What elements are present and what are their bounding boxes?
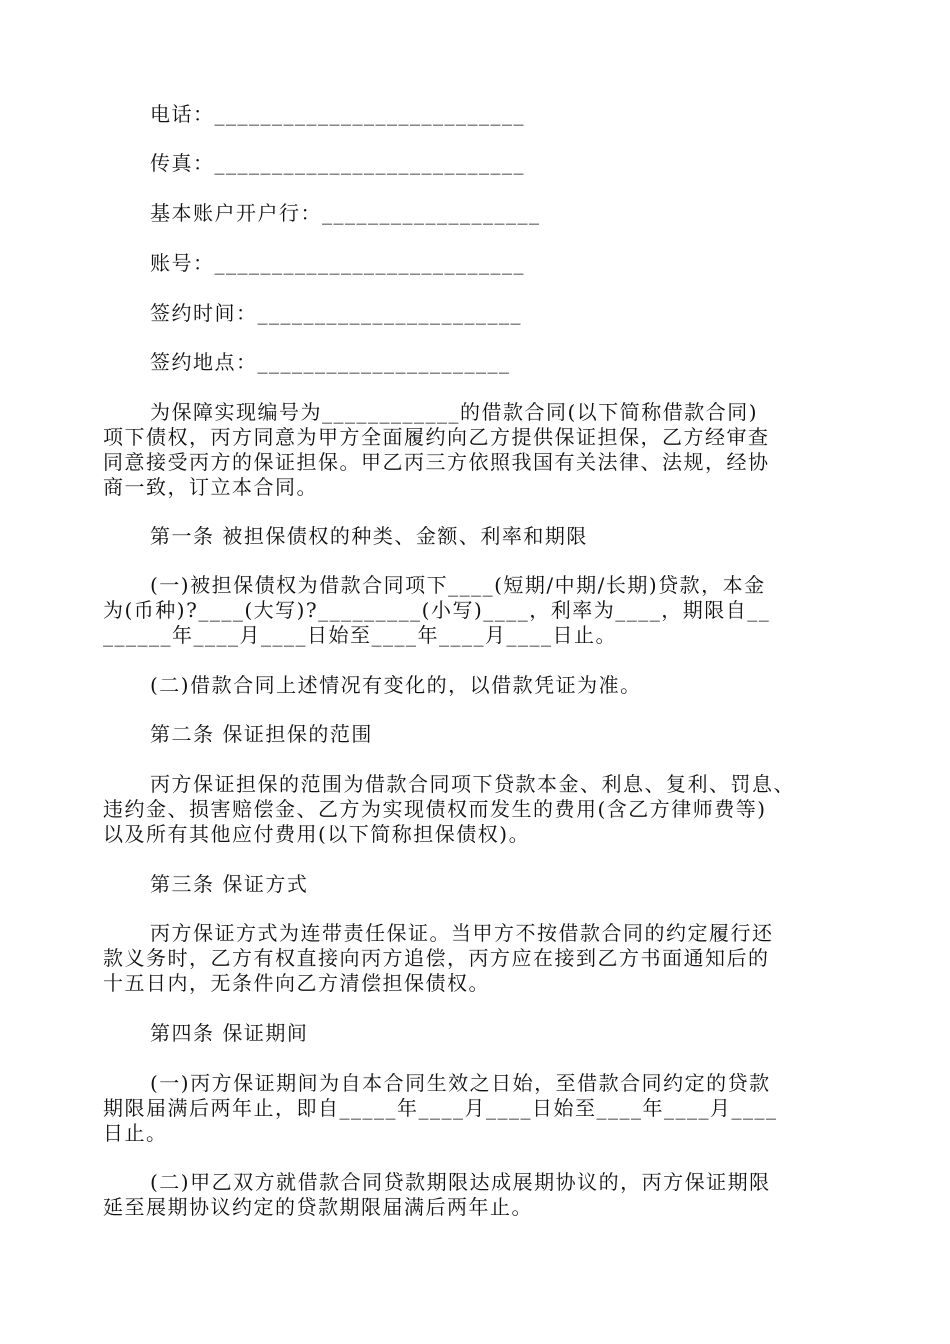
fax-field: 传真：___________________________ (150, 151, 525, 175)
account-field: 账号：___________________________ (150, 251, 525, 275)
article-4-text: (一)丙方保证期间为自本合同生效之日始，至借款合同约定的贷款 (150, 1071, 771, 1095)
article-2-title: 第二条 保证担保的范围 (150, 722, 373, 746)
article-1-title: 第一条 被担保债权的种类、金额、利率和期限 (150, 524, 588, 548)
article-3-text: 十五日内，无条件向乙方清偿担保债权。 (103, 971, 490, 995)
article-4-clause-2: (二)甲乙双方就借款合同贷款期限达成展期协议的，丙方保证期限 (150, 1170, 771, 1194)
bank-field: 基本账户开户行：___________________ (150, 201, 541, 225)
article-4-title: 第四条 保证期间 (150, 1021, 309, 1045)
article-2-text: 违约金、损害赔偿金、乙方为实现债权而发生的费用(含乙方律师费等) (103, 797, 767, 821)
sign-time-field: 签约时间：_______________________ (150, 301, 522, 325)
sign-place-field: 签约地点：______________________ (150, 350, 511, 374)
article-4-text: 日止。 (103, 1121, 168, 1145)
article-1-clause-2: (二)借款合同上述情况有变化的，以借款凭证为准。 (150, 673, 642, 697)
article-1-text: ______年____月____日始至____年____月____日止。 (103, 623, 617, 647)
preamble-line: 项下债权，丙方同意为甲方全面履约向乙方提供保证担保，乙方经审查 (103, 425, 770, 449)
article-1-text: 为(币种)?____(大写)?_________(小写)____，利率为____，期限自__ (103, 598, 771, 622)
phone-field: 电话：___________________________ (150, 102, 525, 126)
preamble-line: 同意接受丙方的保证担保。甲乙丙三方依照我国有关法律、法规，经协 (103, 450, 770, 474)
preamble-line: 为保障实现编号为____________的借款合同(以下简称借款合同) (150, 400, 759, 424)
article-3-text: 丙方保证方式为连带责任保证。当甲方不按借款合同的约定履行还 (150, 921, 774, 945)
article-2-text: 以及所有其他应付费用(以下简称担保债权)。 (103, 822, 531, 846)
article-3-text: 款义务时，乙方有权直接向丙方追偿，丙方应在接到乙方书面通知后的 (103, 946, 770, 970)
article-4-text: 期限届满后两年止，即自_____年____月____日始至____年____月____ (103, 1096, 778, 1120)
article-4-clause-2: 延至展期协议约定的贷款期限届满后两年止。 (103, 1195, 533, 1219)
article-3-title: 第三条 保证方式 (150, 872, 309, 896)
article-1-text: (一)被担保债权为借款合同项下____(短期/中期/长期)贷款，本金 (150, 573, 766, 597)
article-2-text: 丙方保证担保的范围为借款合同项下贷款本金、利息、复利、罚息、 (150, 772, 795, 796)
preamble-line: 商一致，订立本合同。 (103, 475, 318, 499)
